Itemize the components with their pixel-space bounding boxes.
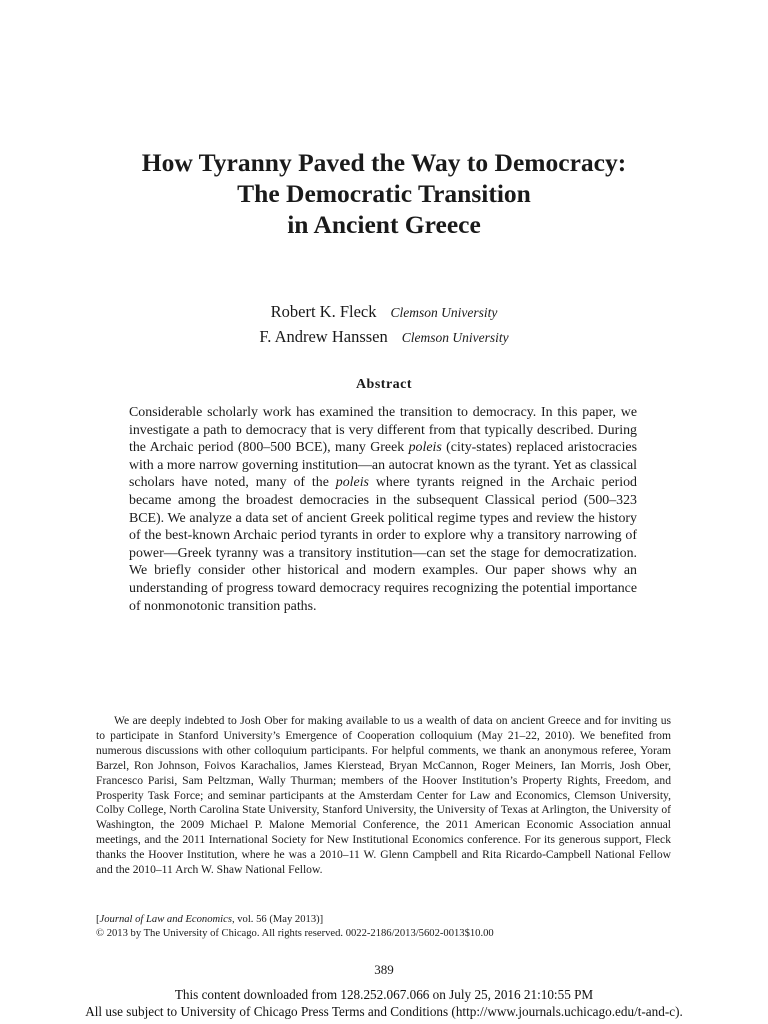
author-name: F. Andrew Hanssen: [259, 327, 388, 346]
download-notice: This content downloaded from 128.252.067.066 on July 25, 2016 21:10:55 PM: [174, 987, 594, 1002]
citation-bracket: [: [96, 914, 100, 925]
page-number: 389: [374, 962, 394, 977]
abstract-text: [129, 404, 637, 615]
journal-name: Journal of Law and Economics,: [99, 914, 235, 925]
article-title: [40, 147, 728, 240]
abstract-segment: where tyrants reigned in the Archaic period became among the broadest democracies in the subsequent Classical period (500–323 BCE). We analyze a data set of ancient Greek political regime types and review the history of the best-known Archaic period tyrants in order to explore why a transitory narrowing of power—Greek tyranny was a transitory institution—can set the stage for democratization. We briefly consider other historical and modern examples. Our paper shows why an understanding of progress toward democracy requires recognizing the potential importance of nonmonotonic transition paths.: [129, 475, 637, 614]
citation-line: [96, 913, 671, 927]
citation-details: vol. 56 (May 2013)]: [234, 914, 324, 925]
title-line: How Tyranny Paved the Way to Democracy:: [141, 148, 627, 177]
abstract-term: poleis: [335, 475, 369, 491]
abstract-segment: (city-states) replaced aristocracies with a more narrow governing institution—an autocrat known as the tyrant. Yet as classical scholars have noted, many of the: [129, 440, 637, 491]
author-entry: [0, 325, 768, 350]
author-affiliation: Clemson University: [390, 305, 498, 320]
copyright-line: © 2013 by The University of Chicago. All rights reserved. 0022-2186/2013/5602-0013$10.00: [96, 928, 494, 939]
author-list: [0, 300, 768, 350]
title-line: in Ancient Greece: [287, 210, 481, 239]
acknowledgment-text: We are deeply indebted to Josh Ober for making available to us a wealth of data on ancient Greece and for inviting us to participate in Stanford University’s Emergence of Cooperation colloquium (May 21–22, 2010). We benefited from numerous discussions with other colloquium participants. For helpful comments, we thank an anonymous referee, Yoram Barzel, Ron Johnson, Foivos Karachalios, James Kierstead, Bryan McCannon, Roger Meiners, Ian Morris, Josh Ober, Francesco Parisi, Sam Peltzman, Wally Thurman; members of the Hoover Institution’s Property Rights, Freedom, and Prosperity Task Force; and seminar participants at the Amsterdam Center for Law and Economics, Clemson University, Colby College, North Carolina State University, Stanford University, the University of Texas at Arlington, the University of Washington, the 2009 Michael P. Malone Memorial Conference, the 2011 American Economic Association annual meetings, and the 2011 International Society for New Institutional Economics conference. For its generous support, Fleck thanks the Hoover Institution, where he was a 2010–11 W. Glenn Campbell and Rita Ricardo-Campbell National Fellow and the 2010–11 Arch W. Shaw National Fellow.: [96, 714, 671, 877]
abstract-heading: Abstract: [355, 377, 413, 392]
author-name: Robert K. Fleck: [270, 302, 377, 321]
journal-citation: [96, 913, 671, 941]
author-entry: [0, 300, 768, 325]
terms-notice: All use subject to University of Chicago Press Terms and Conditions (http://www.journals.uchicago.edu/t-and-c).: [85, 1004, 683, 1019]
abstract-term: poleis: [408, 440, 442, 456]
title-line: The Democratic Transition: [237, 179, 531, 208]
acknowledgment-footnote: [96, 714, 671, 878]
abstract-segment: Considerable scholarly work has examined the transition to democracy. In this paper, we investigate a path to democracy that is very different from that typically described. During the Archaic period (800–500 BCE), many Greek: [129, 405, 637, 456]
author-affiliation: Clemson University: [401, 330, 509, 345]
